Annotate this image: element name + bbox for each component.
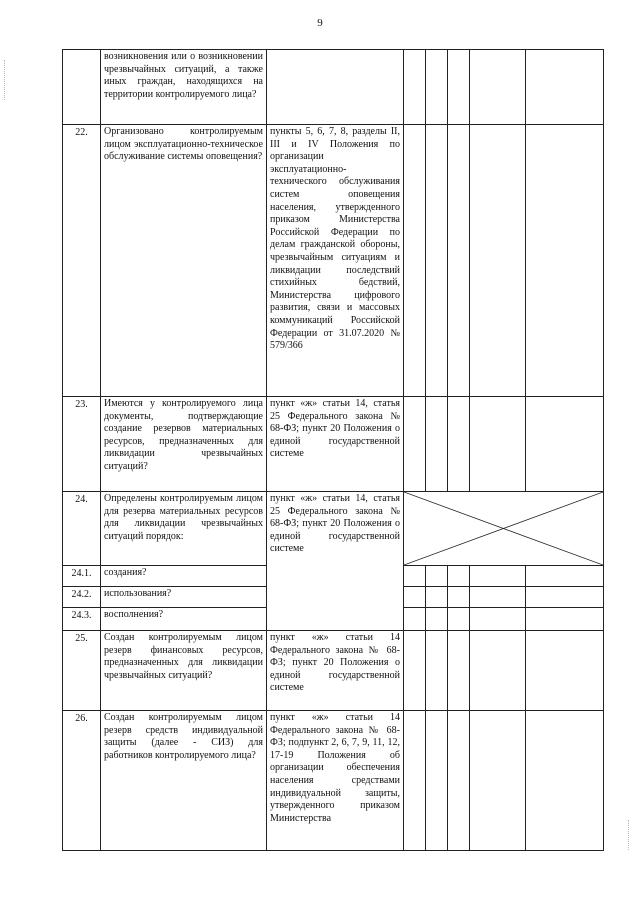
answer-na-cell	[448, 125, 470, 397]
answer-no-cell	[426, 608, 448, 631]
row-number: 24.	[63, 492, 101, 566]
table-row	[63, 631, 604, 711]
table-row	[63, 397, 604, 492]
checklist-table-container	[62, 49, 603, 852]
reference-cell: пункты 5, 6, 7, 8, разделы II, III и IV Положения по организации эксплуатационно-технического обслуживания систем оповещения населения, утвержденного приказом Министерства Российской Федерации по делам гражданской обороны, чрезвычайным ситуациям и ликвидации последствий стихийных бедствий, Министерства цифрового развития, связи и массовых коммуникаций Российской Федерации от 31.07.2020 № 579/366	[267, 125, 404, 397]
answer-no-cell	[426, 125, 448, 397]
answer-no-cell	[426, 631, 448, 711]
reference-cell: пункт «ж» статьи 14 Федерального закона № 68-ФЗ; пункт 20 Положения о единой государственной системе	[267, 631, 404, 711]
answer-yes-cell	[404, 397, 426, 492]
table-row	[63, 50, 604, 125]
comment-cell	[526, 397, 604, 492]
scan-artifact	[4, 60, 8, 100]
answer-na-cell	[448, 566, 470, 587]
comment-cell	[526, 50, 604, 125]
answer-no-cell	[426, 587, 448, 608]
question-cell: Создан контролируемым лицом резерв финансовых ресурсов, предназначенных для ликвидации чрезвычайных ситуаций?	[101, 631, 267, 711]
row-number	[63, 50, 101, 125]
answer-na-cell	[448, 631, 470, 711]
question-cell: возникновения или о возникновении чрезвычайных ситуаций, а также иных граждан, находящихся на территории контролируемого лица?	[101, 50, 267, 125]
notes-cell	[470, 125, 526, 397]
notes-cell	[470, 50, 526, 125]
reference-cell	[267, 50, 404, 125]
question-cell: Имеются у контролируемого лица документы, подтверждающие создание резервов материальных ресурсов, предназначенных для ликвидации чрезвычайных ситуаций?	[101, 397, 267, 492]
comment-cell	[526, 587, 604, 608]
question-cell: использования?	[101, 587, 267, 608]
answer-yes-cell	[404, 587, 426, 608]
comment-cell	[526, 711, 604, 851]
page-number: 9	[317, 17, 323, 29]
table-row	[63, 711, 604, 851]
notes-cell	[470, 631, 526, 711]
notes-cell	[470, 566, 526, 587]
answer-yes-cell	[404, 125, 426, 397]
reference-cell: пункт «ж» статьи 14, статья 25 Федерального закона № 68-ФЗ; пункт 20 Положения о единой государственной системе	[267, 397, 404, 492]
answer-na-cell	[448, 608, 470, 631]
notes-cell	[470, 587, 526, 608]
comment-cell	[526, 125, 604, 397]
comment-cell	[526, 631, 604, 711]
table-row	[63, 492, 604, 566]
question-cell: Определены контролируемым лицом для резерва материальных ресурсов для ликвидации чрезвычайных ситуаций порядок:	[101, 492, 267, 566]
comment-cell	[526, 566, 604, 587]
checklist-table	[62, 49, 604, 851]
row-number: 26.	[63, 711, 101, 851]
answer-yes-cell	[404, 608, 426, 631]
answer-yes-cell	[404, 566, 426, 587]
notes-cell	[470, 397, 526, 492]
answer-no-cell	[426, 397, 448, 492]
crossed-out-cell	[404, 492, 604, 566]
table-row	[63, 125, 604, 397]
row-number: 25.	[63, 631, 101, 711]
reference-cell: пункт «ж» статьи 14 Федерального закона № 68-ФЗ; подпункт 2, 6, 7, 9, 11, 12, 17-19 Положения об организации обеспечения населения средствами индивидуальной защиты, утвержденного приказом Министерства	[267, 711, 404, 851]
answer-yes-cell	[404, 631, 426, 711]
row-number: 24.2.	[63, 587, 101, 608]
question-cell: Создан контролируемым лицом резерв средств индивидуальной защиты (далее - СИЗ) для работников контролируемого лица?	[101, 711, 267, 851]
answer-no-cell	[426, 50, 448, 125]
answer-na-cell	[448, 50, 470, 125]
row-number: 23.	[63, 397, 101, 492]
notes-cell	[470, 608, 526, 631]
reference-cell: пункт «ж» статьи 14, статья 25 Федерального закона № 68-ФЗ; пункт 20 Положения о единой государственной системе	[267, 492, 404, 631]
row-number: 24.1.	[63, 566, 101, 587]
question-cell: восполнения?	[101, 608, 267, 631]
answer-no-cell	[426, 711, 448, 851]
answer-na-cell	[448, 711, 470, 851]
question-cell: создания?	[101, 566, 267, 587]
answer-yes-cell	[404, 711, 426, 851]
question-cell: Организовано контролируемым лицом эксплуатационно-техническое обслуживание системы оповещения?	[101, 125, 267, 397]
cross-mark-icon	[404, 492, 603, 565]
row-number: 24.3.	[63, 608, 101, 631]
scan-artifact	[628, 820, 632, 850]
comment-cell	[526, 608, 604, 631]
answer-no-cell	[426, 566, 448, 587]
row-number: 22.	[63, 125, 101, 397]
notes-cell	[470, 711, 526, 851]
answer-yes-cell	[404, 50, 426, 125]
answer-na-cell	[448, 587, 470, 608]
answer-na-cell	[448, 397, 470, 492]
